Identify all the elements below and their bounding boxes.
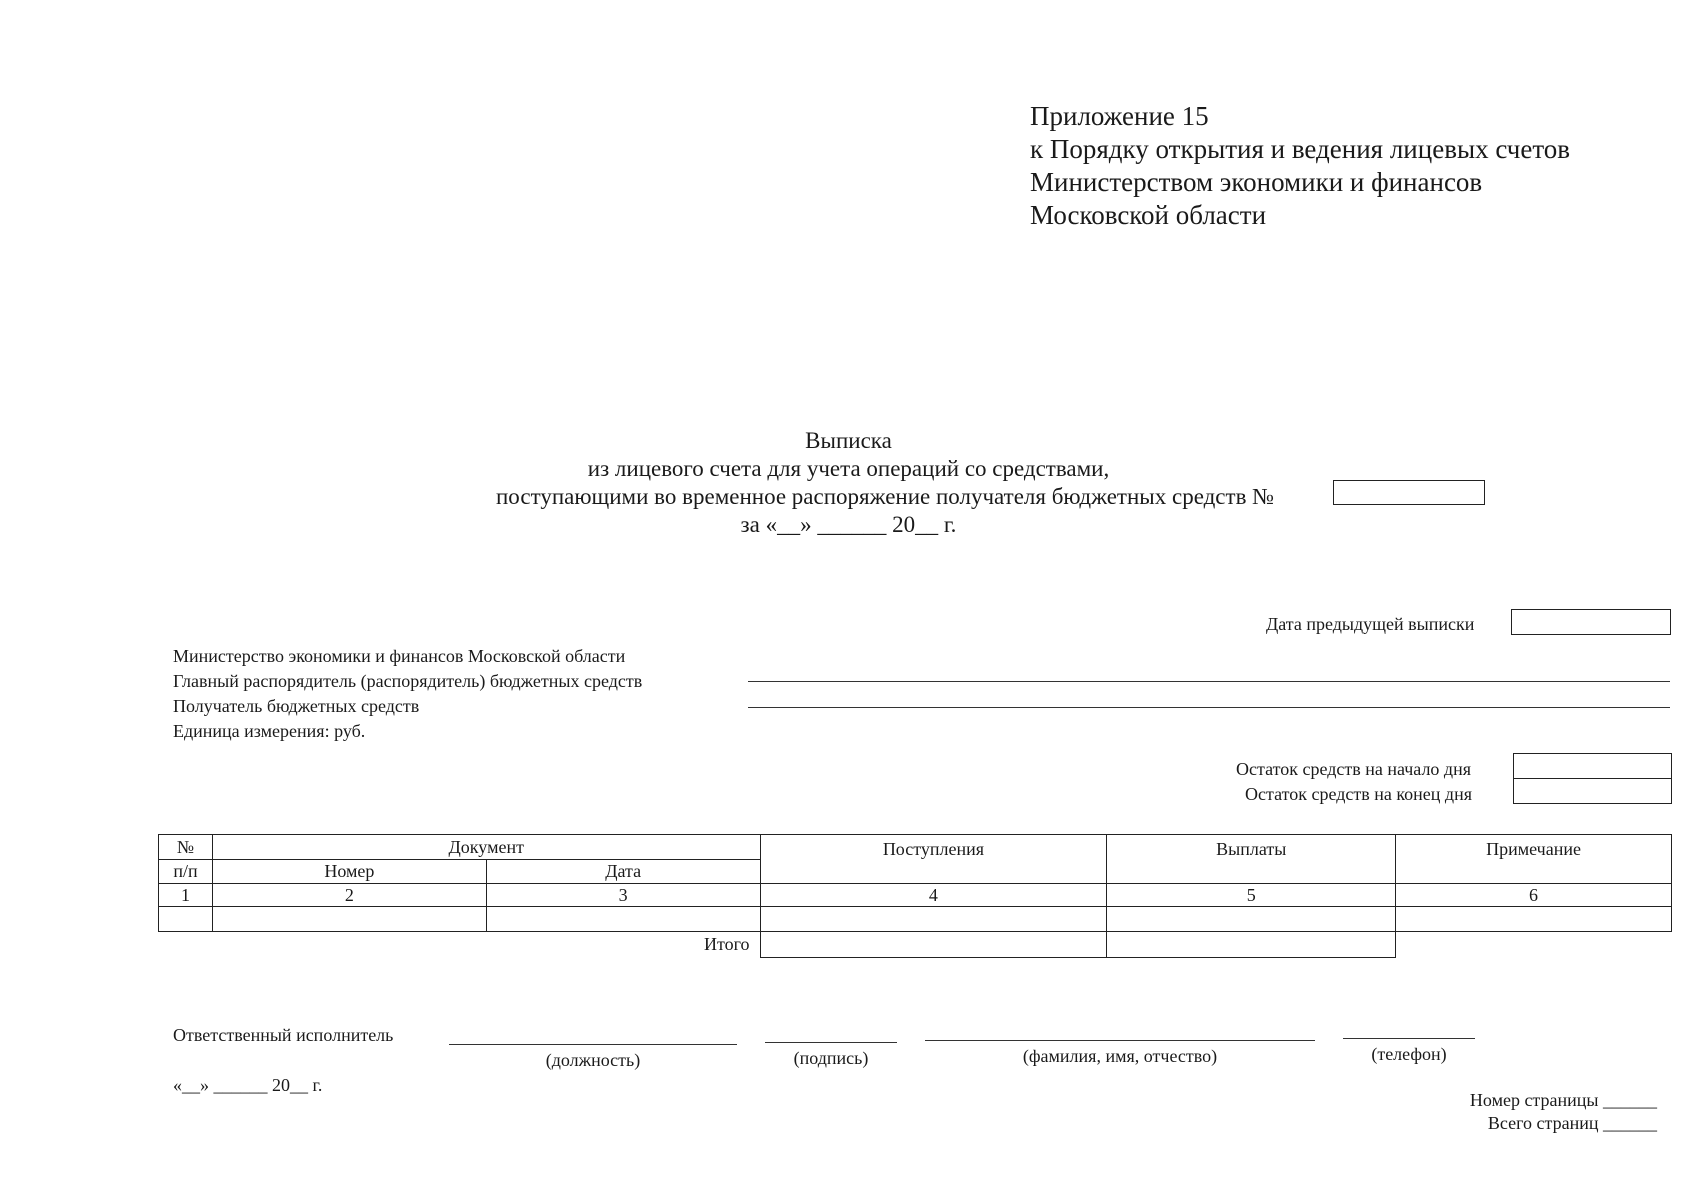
ministry-label: Министерство экономики и финансов Московской области xyxy=(173,646,626,666)
table-cell[interactable] xyxy=(1396,907,1672,932)
total-pages: Всего страниц ______ xyxy=(1487,1113,1657,1133)
page-number: Номер страницы ______ xyxy=(1469,1090,1657,1110)
balance-start-label: Остаток средств на начало дня xyxy=(1236,759,1472,779)
prev-statement-date-field[interactable] xyxy=(1511,609,1671,635)
table-cell[interactable] xyxy=(486,907,760,932)
balance-end-label: Остаток средств на конец дня xyxy=(1245,784,1473,804)
column-numbers-row xyxy=(159,884,1672,907)
document-subtitle: из лицевого счета для учета операций со средствами, xyxy=(587,456,1110,481)
position-field[interactable] xyxy=(449,1044,737,1045)
name-caption: (фамилия, имя, отчество) xyxy=(1022,1046,1218,1066)
document-subtitle-2: поступающими во временное распоряжение получателя бюджетных средств № xyxy=(496,484,1275,509)
document-title: Выписка xyxy=(805,428,892,453)
col-number: 1 xyxy=(159,884,213,907)
table-cell[interactable] xyxy=(760,907,1107,932)
balance-start-field[interactable] xyxy=(1513,753,1672,779)
unit-label: Единица измерения: руб. xyxy=(173,721,366,741)
phone-field[interactable] xyxy=(1343,1038,1475,1039)
total-payments-cell[interactable] xyxy=(1107,932,1396,958)
table-header-row xyxy=(159,835,1672,860)
col-number: 6 xyxy=(1396,884,1672,907)
appendix-line: Приложение 15 xyxy=(1030,101,1209,131)
prev-statement-label: Дата предыдущей выписки xyxy=(1266,614,1475,634)
col-header-num-2: п/п xyxy=(159,860,213,884)
balance-end-field[interactable] xyxy=(1513,778,1672,804)
signature-date: «__» ______ 20__ г. xyxy=(173,1075,323,1095)
col-header-receipts: Поступления xyxy=(760,835,1107,884)
col-header-note: Примечание xyxy=(1396,835,1672,884)
col-number: 2 xyxy=(212,884,486,907)
sign-field[interactable] xyxy=(765,1042,897,1043)
operations-table xyxy=(158,834,1672,958)
col-number: 4 xyxy=(760,884,1107,907)
phone-caption: (телефон) xyxy=(1371,1044,1447,1064)
table-row xyxy=(159,907,1672,932)
total-empty xyxy=(1396,932,1672,958)
table-cell[interactable] xyxy=(212,907,486,932)
appendix-line: Московской области xyxy=(1030,200,1267,230)
chief-manager-label: Главный распорядитель (распорядитель) бюджетных средств xyxy=(173,671,643,691)
col-header-num: № xyxy=(159,835,213,860)
col-header-payments: Выплаты xyxy=(1107,835,1396,884)
appendix-line: Министерством экономики и финансов xyxy=(1030,167,1483,197)
name-field[interactable] xyxy=(925,1040,1315,1041)
sign-caption: (подпись) xyxy=(793,1048,869,1068)
total-label: Итого xyxy=(703,934,750,955)
col-number: 3 xyxy=(486,884,760,907)
col-header-number: Номер xyxy=(212,860,486,884)
appendix-header xyxy=(1030,100,1570,232)
total-row xyxy=(159,932,1672,958)
total-receipts-cell[interactable] xyxy=(760,932,1107,958)
chief-manager-field[interactable] xyxy=(748,681,1670,682)
responsible-label: Ответственный исполнитель xyxy=(173,1025,394,1045)
col-header-document: Документ xyxy=(212,835,760,860)
appendix-line: к Порядку открытия и ведения лицевых счетов xyxy=(1030,134,1571,164)
position-caption: (должность) xyxy=(545,1050,641,1070)
account-number-field[interactable] xyxy=(1333,480,1485,505)
recipient-label: Получатель бюджетных средств xyxy=(173,696,420,716)
table-cell[interactable] xyxy=(1107,907,1396,932)
col-header-date: Дата xyxy=(486,860,760,884)
col-number: 5 xyxy=(1107,884,1396,907)
recipient-field[interactable] xyxy=(748,707,1670,708)
table-cell[interactable] xyxy=(159,907,213,932)
statement-date: за «__» ______ 20__ г. xyxy=(740,512,957,537)
